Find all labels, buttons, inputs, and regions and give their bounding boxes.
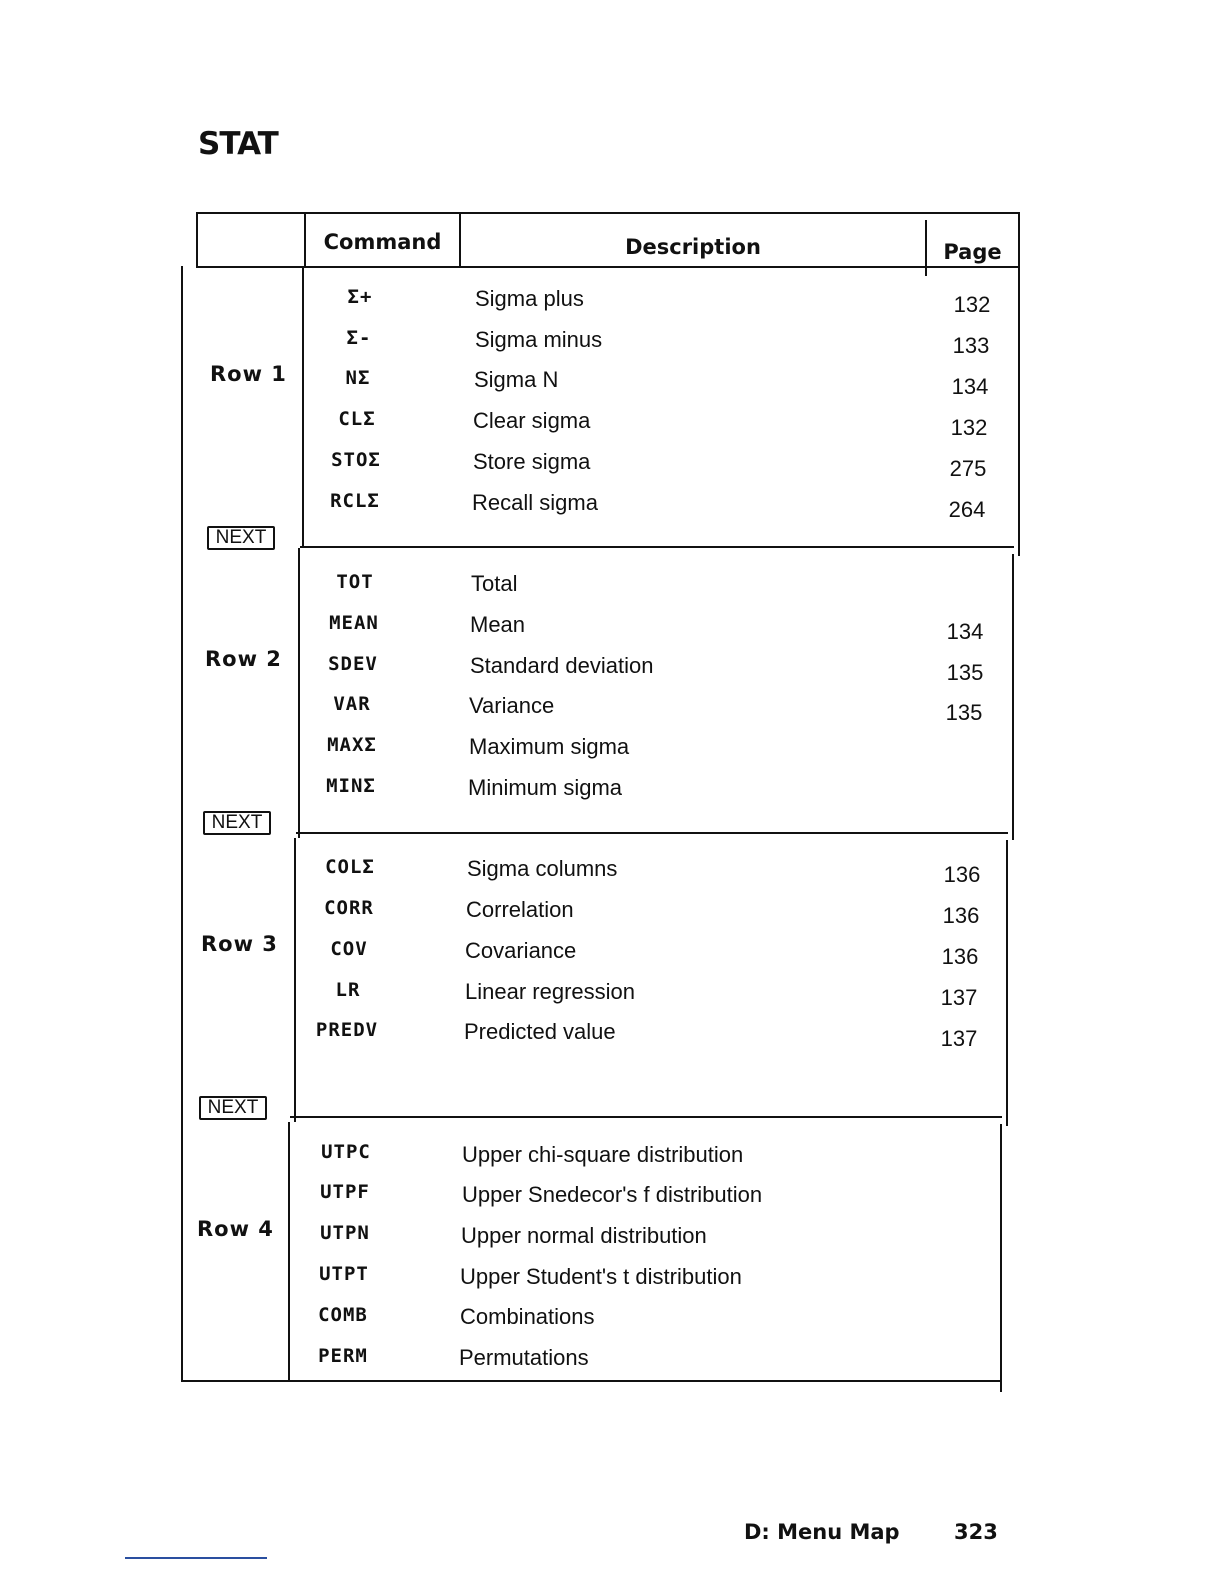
next-key: NEXT (203, 811, 271, 835)
table-left-border (181, 266, 183, 1382)
header-description: Description (625, 235, 761, 259)
description-cell: Upper Student's t distribution (460, 1264, 742, 1289)
command-cell: COMB (318, 1304, 368, 1326)
header-page: Page (943, 240, 1002, 264)
label-divider-4 (288, 1122, 290, 1382)
description-cell: Maximum sigma (469, 734, 630, 759)
description-cell: Minimum sigma (468, 775, 623, 800)
page-cell: 135 (945, 700, 983, 725)
page-cell: 133 (952, 333, 990, 358)
header-command: Command (323, 230, 442, 254)
command-cell: MINΣ (326, 775, 376, 797)
next-key: NEXT (199, 1096, 267, 1120)
command-cell: NΣ (345, 367, 371, 389)
page-cell: 134 (951, 374, 989, 399)
page-cell: 136 (941, 944, 979, 969)
command-cell: COLΣ (325, 856, 375, 878)
description-cell: Upper normal distribution (461, 1223, 707, 1248)
command-cell: Σ- (346, 327, 372, 349)
description-cell: Standard deviation (470, 653, 654, 678)
footer-page-number: 323 (954, 1520, 998, 1544)
page-cell: 275 (949, 456, 987, 481)
group-separator-3 (290, 1116, 1002, 1118)
table-left-border-top (196, 212, 198, 267)
table-right-border-3 (1006, 840, 1008, 1126)
table-bottom-border (181, 1380, 1001, 1382)
command-cell: UTPT (319, 1263, 369, 1285)
description-cell: Sigma plus (475, 286, 584, 311)
page-cell: 137 (940, 1026, 978, 1051)
group-separator-1 (300, 546, 1014, 548)
command-cell: LR (335, 979, 361, 1001)
group-separator-2 (296, 832, 1008, 834)
command-cell: PREDV (315, 1019, 379, 1041)
table-right-border-2 (1012, 554, 1014, 840)
page-cell: 134 (946, 619, 984, 644)
command-cell: Σ+ (347, 286, 373, 308)
command-cell: TOT (336, 571, 374, 593)
page-cell: 135 (946, 660, 984, 685)
command-cell: COV (330, 938, 368, 960)
command-cell: RCLΣ (330, 490, 380, 512)
header-bottom-border (196, 266, 1020, 268)
command-cell: UTPF (320, 1181, 370, 1203)
page-cell: 136 (943, 862, 981, 887)
description-cell: Linear regression (465, 979, 635, 1004)
command-cell: CORR (324, 897, 374, 919)
description-cell: Mean (470, 612, 526, 637)
description-cell: Covariance (465, 938, 577, 963)
description-cell: Sigma minus (475, 327, 603, 352)
command-cell: UTPN (320, 1222, 370, 1244)
footer-divider (125, 1557, 267, 1559)
page-cell: 132 (950, 415, 988, 440)
row-label-4: Row 4 (197, 1217, 274, 1241)
command-cell: SDEV (328, 653, 378, 675)
next-key: NEXT (207, 526, 275, 550)
page-cell: 137 (940, 985, 978, 1010)
command-cell: MAXΣ (327, 734, 377, 756)
description-cell: Clear sigma (473, 408, 591, 433)
page-cell: 132 (953, 292, 991, 317)
description-cell: Correlation (466, 897, 574, 922)
footer-section-label: D: Menu Map (744, 1520, 900, 1544)
description-cell: Permutations (459, 1345, 589, 1370)
table-right-border-4 (1000, 1124, 1002, 1392)
description-cell: Combinations (460, 1304, 595, 1329)
description-cell: Variance (469, 693, 555, 718)
command-cell: CLΣ (338, 408, 376, 430)
command-cell: UTPC (321, 1141, 371, 1163)
command-cell: STOΣ (331, 449, 381, 471)
command-cell: MEAN (329, 612, 379, 634)
description-cell: Store sigma (473, 449, 591, 474)
row-label-3: Row 3 (201, 932, 278, 956)
description-cell: Sigma N (474, 367, 559, 392)
description-cell: Upper Snedecor's f distribution (462, 1182, 763, 1207)
page-cell: 136 (942, 903, 980, 928)
page-title: STAT (198, 126, 278, 162)
description-cell: Total (471, 571, 518, 596)
page-cell: 264 (948, 497, 986, 522)
description-cell: Predicted value (464, 1019, 616, 1044)
description-cell: Sigma columns (467, 856, 618, 881)
table-top-border (196, 212, 1020, 214)
table-right-border-1 (1018, 212, 1020, 556)
row-label-1: Row 1 (210, 362, 287, 386)
row-label-2: Row 2 (205, 647, 282, 671)
description-cell: Upper chi-square distribution (462, 1142, 744, 1167)
command-cell: PERM (318, 1345, 368, 1367)
description-cell: Recall sigma (472, 490, 598, 515)
command-cell: VAR (333, 693, 371, 715)
